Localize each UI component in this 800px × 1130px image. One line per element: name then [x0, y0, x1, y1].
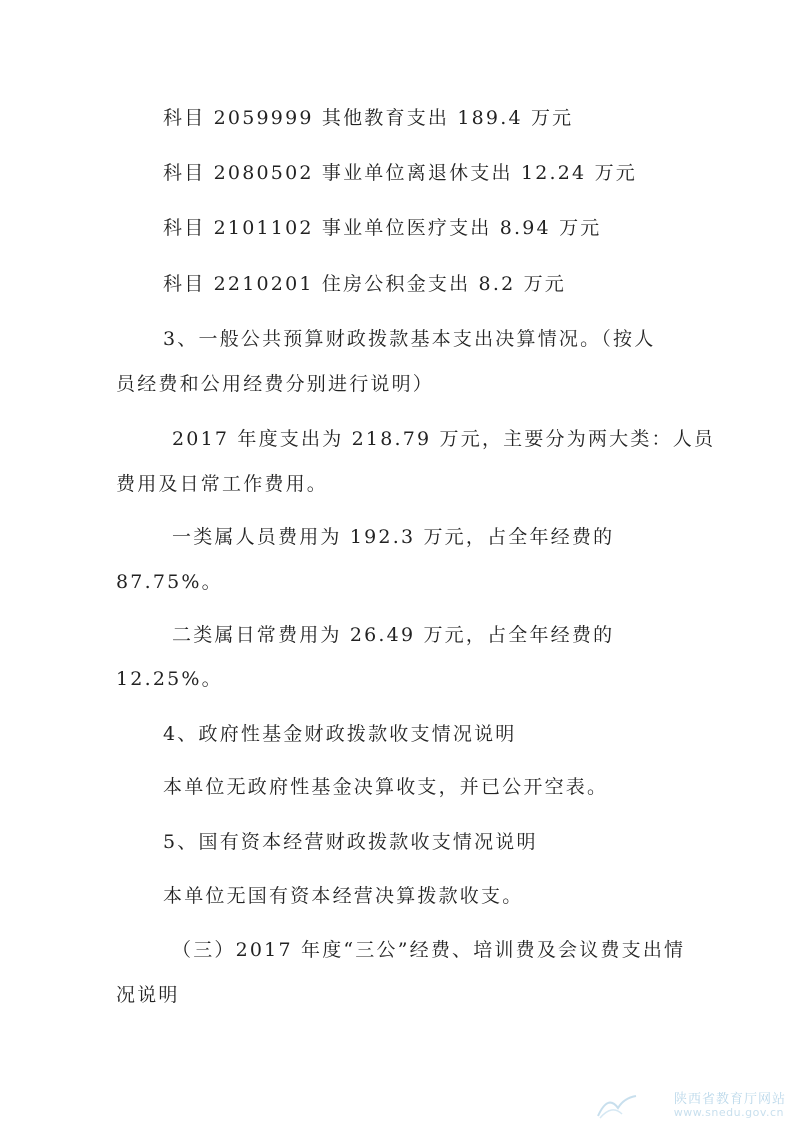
section-3-heading: 3、一般公共预算财政拨款基本支出决算情况。（按人 — [163, 328, 656, 350]
personnel-expense: 一类属人员费用为 192.3 万元，占全年经费的 — [172, 526, 615, 548]
section-3-heading-cont: 员经费和公用经费分别进行说明） — [116, 373, 435, 395]
section-three-heading-cont: 况说明 — [116, 984, 180, 1006]
watermark — [586, 1088, 786, 1124]
daily-expense: 二类属日常费用为 26.49 万元，占全年经费的 — [172, 624, 615, 646]
section-5-heading: 5、国有资本经营财政拨款收支情况说明 — [163, 831, 538, 853]
expense-summary: 2017 年度支出为 218.79 万元，主要分为两大类：人员 — [172, 428, 716, 450]
subject-line-2101102: 科目 2101102 事业单位医疗支出 8.94 万元 — [163, 217, 602, 239]
watermark-site-name: 陕西省教育厅网站 — [673, 1092, 786, 1107]
section-5-body: 本单位无国有资本经营决算拨款收支。 — [163, 885, 524, 907]
section-4-body: 本单位无政府性基金决算收支，并已公开空表。 — [163, 776, 609, 798]
subject-line-2210201: 科目 2210201 住房公积金支出 8.2 万元 — [163, 273, 566, 295]
expense-summary-cont: 费用及日常工作费用。 — [116, 473, 329, 495]
daily-expense-percent: 12.25%。 — [116, 668, 223, 690]
subject-line-2080502: 科目 2080502 事业单位离退休支出 12.24 万元 — [163, 162, 637, 184]
subject-line-2059999: 科目 2059999 其他教育支出 189.4 万元 — [163, 107, 574, 129]
section-4-heading: 4、政府性基金财政拨款收支情况说明 — [163, 723, 517, 745]
education-logo-icon — [594, 1090, 640, 1122]
personnel-expense-percent: 87.75%。 — [116, 571, 223, 593]
watermark-url: www.snedu.gov.cn — [673, 1106, 784, 1119]
section-three-heading: （三）2017 年度“三公”经费、培训费及会议费支出情 — [172, 939, 686, 961]
